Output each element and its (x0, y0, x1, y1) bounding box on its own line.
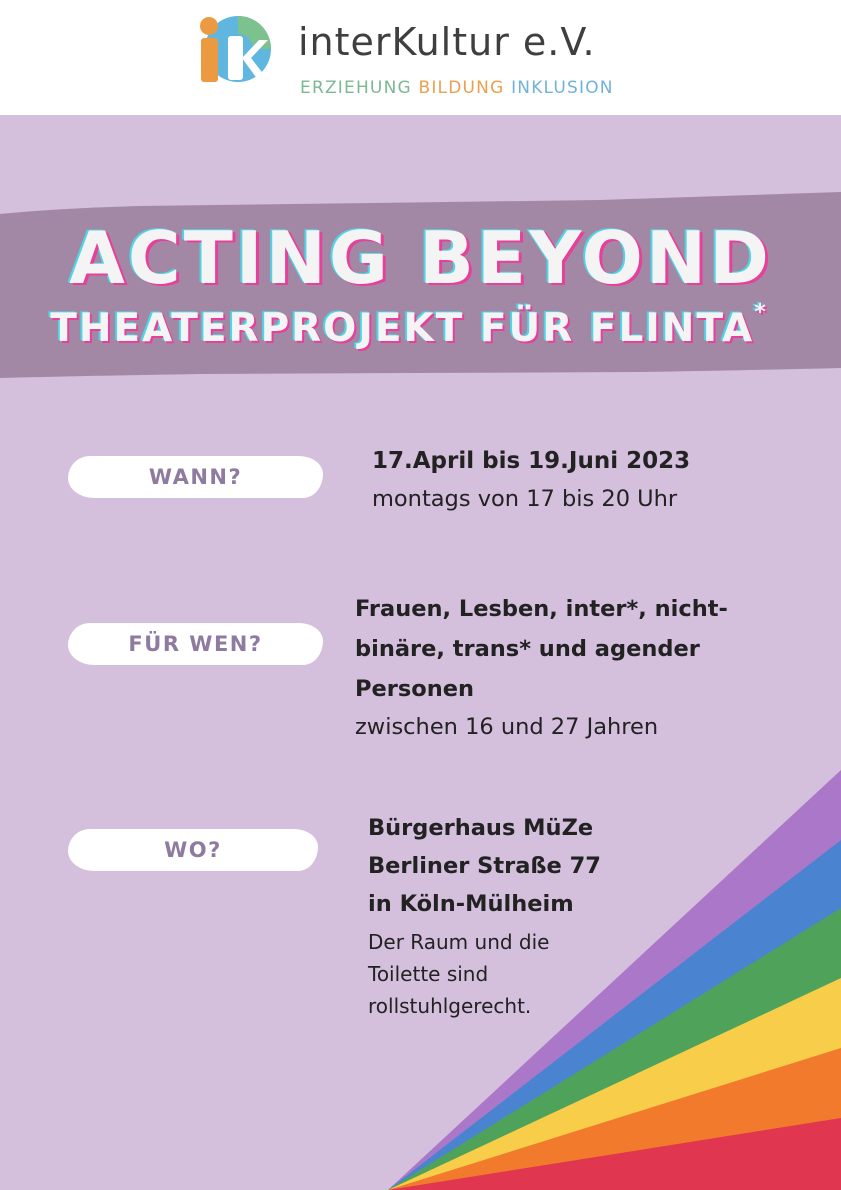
who-line-3: Personen (355, 676, 474, 702)
when-time: montags von 17 bis 20 Uhr (372, 486, 678, 512)
where-note-2: Toilette sind (368, 962, 489, 986)
label-wo: WO? (68, 829, 318, 871)
subtitle-theaterprojekt (0, 300, 818, 351)
label-wann: WANN? (68, 456, 323, 498)
who-line-2: binäre, trans* und agender (355, 636, 700, 662)
subtitle-asterisk: * (754, 300, 768, 325)
where-note-1: Der Raum und die (368, 930, 550, 954)
tagline-erziehung: ERZIEHUNG (300, 78, 412, 98)
subtitle-text: THEATERPROJEKT FÜR FLINTA (50, 306, 755, 351)
where-city: in Köln-Mülheim (368, 891, 574, 917)
where-street: Berliner Straße 77 (368, 853, 601, 879)
where-venue: Bürgerhaus MüZe (368, 815, 594, 841)
org-name: interKultur e.V. (298, 20, 596, 64)
label-fuer-wen: FÜR WEN? (68, 623, 323, 665)
where-note-3: rollstuhlgerecht. (368, 994, 532, 1018)
tagline-bildung: BILDUNG (418, 78, 505, 98)
who-age: zwischen 16 und 27 Jahren (355, 714, 659, 740)
title-acting-beyond: ACTING BEYOND (69, 216, 772, 300)
tagline-inklusion: INKLUSION (511, 78, 614, 98)
when-dates: 17.April bis 19.Juni 2023 (372, 448, 691, 474)
who-line-1: Frauen, Lesben, inter*, nicht- (355, 596, 728, 622)
